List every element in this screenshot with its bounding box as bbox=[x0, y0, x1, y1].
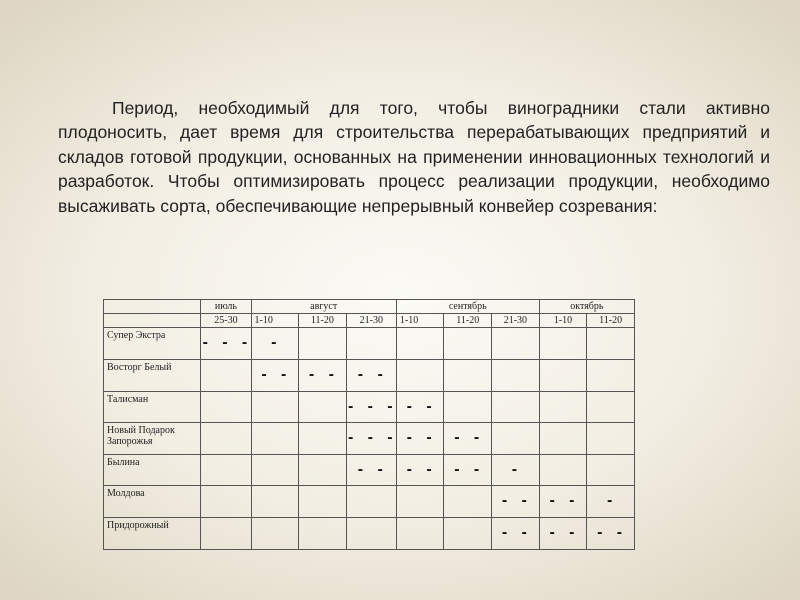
ripening-cell bbox=[492, 328, 540, 360]
period-header: 1-10 bbox=[251, 314, 299, 328]
ripening-cell bbox=[201, 518, 251, 550]
ripening-cell bbox=[299, 455, 347, 486]
ripening-cell bbox=[492, 360, 540, 392]
ripening-cell: - - bbox=[539, 518, 587, 550]
ripening-cell: - - bbox=[539, 486, 587, 518]
ripening-cell bbox=[492, 423, 540, 455]
ripening-cell bbox=[587, 328, 635, 360]
table-row bbox=[104, 423, 635, 455]
ripening-cell bbox=[201, 486, 251, 518]
ripening-cell bbox=[299, 392, 347, 423]
table-row bbox=[104, 328, 635, 360]
ripening-cell: - - bbox=[346, 360, 396, 392]
period-header: 21-30 bbox=[492, 314, 540, 328]
ripening-cell bbox=[539, 328, 587, 360]
ripening-cell bbox=[201, 392, 251, 423]
ripening-cell: - - bbox=[251, 360, 299, 392]
ripening-cell bbox=[539, 423, 587, 455]
ripening-cell bbox=[539, 392, 587, 423]
ripening-cell bbox=[396, 328, 444, 360]
period-header: 1-10 bbox=[539, 314, 587, 328]
period-header: 11-20 bbox=[299, 314, 347, 328]
table-row bbox=[104, 392, 635, 423]
ripening-cell bbox=[346, 518, 396, 550]
ripening-cell bbox=[201, 423, 251, 455]
intro-paragraph: Период, необходимый для того, чтобы виноградники стали активно плодоносить, дает время для строительства перерабатывающих предприятий и складов готовой продукции, основанных на применении инновационных технологий и разработок. Чтобы оптимизировать процесс реализации продукции, необходимо высаживать сорта, обеспечивающие непрерывный конвейер созревания: bbox=[58, 97, 770, 216]
month-header-july: июль bbox=[201, 300, 251, 314]
ripening-cell bbox=[396, 518, 444, 550]
table-row bbox=[104, 455, 635, 486]
ripening-cell: - - bbox=[299, 360, 347, 392]
table-row bbox=[104, 360, 635, 392]
ripening-cell bbox=[587, 360, 635, 392]
period-header-row bbox=[104, 314, 635, 328]
ripening-cell bbox=[539, 360, 587, 392]
ripening-cell bbox=[396, 486, 444, 518]
ripening-cell bbox=[201, 455, 251, 486]
ripening-cell: - bbox=[492, 455, 540, 486]
ripening-cell bbox=[299, 423, 347, 455]
ripening-cell bbox=[251, 518, 299, 550]
variety-name: Былина bbox=[104, 455, 201, 486]
ripening-cell bbox=[251, 392, 299, 423]
ripening-cell bbox=[444, 486, 492, 518]
ripening-cell bbox=[396, 360, 444, 392]
ripening-cell: - - bbox=[346, 455, 396, 486]
ripening-cell bbox=[587, 392, 635, 423]
month-header-august: август bbox=[251, 300, 396, 314]
variety-name: Талисман bbox=[104, 392, 201, 423]
variety-name: Восторг Белый bbox=[104, 360, 201, 392]
ripening-cell: - bbox=[251, 328, 299, 360]
ripening-cell: - - - bbox=[346, 392, 396, 423]
ripening-cell bbox=[346, 486, 396, 518]
ripening-cell: - - - bbox=[346, 423, 396, 455]
period-header: 21-30 bbox=[346, 314, 396, 328]
month-header-october: октябрь bbox=[539, 300, 634, 314]
ripening-cell bbox=[251, 423, 299, 455]
month-header-row bbox=[104, 300, 635, 314]
variety-name: Придорожный bbox=[104, 518, 201, 550]
period-header: 11-20 bbox=[587, 314, 635, 328]
period-header: 25-30 bbox=[201, 314, 251, 328]
ripening-cell bbox=[444, 392, 492, 423]
ripening-cell: - - bbox=[396, 392, 444, 423]
ripening-cell bbox=[444, 360, 492, 392]
ripening-cell bbox=[587, 423, 635, 455]
corner-cell bbox=[104, 300, 201, 314]
variety-name: Новый Подарок Запорожья bbox=[104, 423, 201, 455]
ripening-cell bbox=[444, 328, 492, 360]
ripening-cell: - - bbox=[396, 455, 444, 486]
variety-name: Супер Экстра bbox=[104, 328, 201, 360]
ripening-cell: - - bbox=[444, 423, 492, 455]
ripening-cell: - - bbox=[444, 455, 492, 486]
ripening-cell: - bbox=[587, 486, 635, 518]
table-row bbox=[104, 518, 635, 550]
ripening-cell bbox=[299, 518, 347, 550]
ripening-cell: - - bbox=[492, 486, 540, 518]
ripening-cell: - - bbox=[396, 423, 444, 455]
variety-name: Молдова bbox=[104, 486, 201, 518]
ripening-cell bbox=[299, 328, 347, 360]
corner-cell bbox=[104, 314, 201, 328]
month-header-september: сентябрь bbox=[396, 300, 539, 314]
ripening-cell bbox=[251, 455, 299, 486]
period-header: 11-20 bbox=[444, 314, 492, 328]
ripening-cell bbox=[492, 392, 540, 423]
ripening-cell bbox=[444, 518, 492, 550]
ripening-cell bbox=[251, 486, 299, 518]
ripening-cell: - - bbox=[587, 518, 635, 550]
ripening-cell: - - bbox=[492, 518, 540, 550]
ripening-cell bbox=[346, 328, 396, 360]
ripening-cell bbox=[299, 486, 347, 518]
ripening-cell: - - - bbox=[201, 328, 251, 360]
ripening-cell bbox=[587, 455, 635, 486]
table-row bbox=[104, 486, 635, 518]
ripening-schedule-table bbox=[103, 299, 635, 550]
period-header: 1-10 bbox=[396, 314, 444, 328]
ripening-cell bbox=[539, 455, 587, 486]
ripening-cell bbox=[201, 360, 251, 392]
